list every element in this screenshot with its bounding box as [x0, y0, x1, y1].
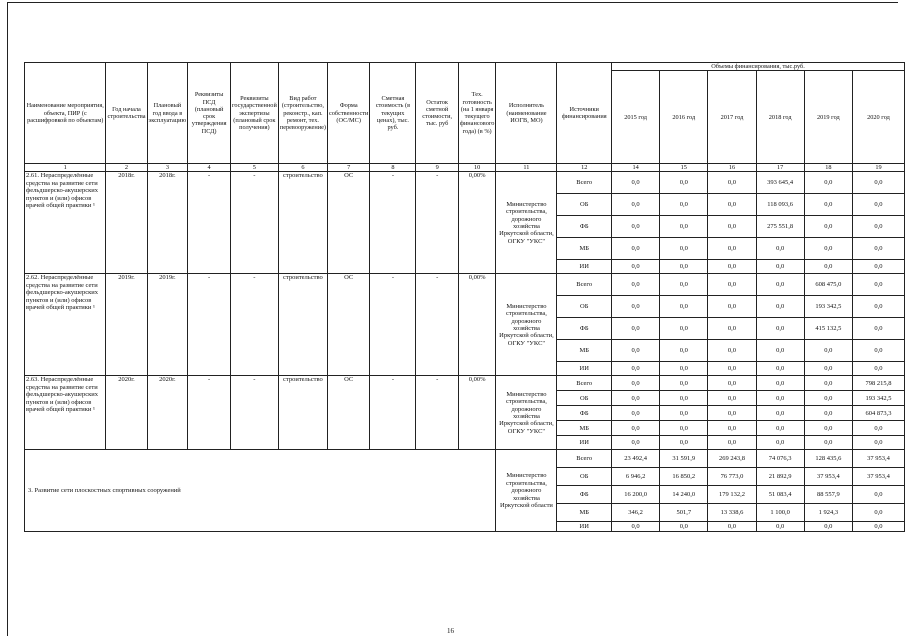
col-num: 15: [660, 164, 708, 172]
col-num: 17: [756, 164, 804, 172]
funding-value: 0,0: [612, 318, 660, 340]
col-num: 8: [370, 164, 416, 172]
funding-source: ИИ: [557, 522, 612, 532]
funding-source: ФБ: [557, 406, 612, 421]
funding-value: 193 342,5: [852, 391, 904, 406]
funding-source: Всего: [557, 376, 612, 391]
funding-value: 0,0: [804, 376, 852, 391]
ownership: ОС: [327, 376, 369, 450]
funding-value: 0,0: [852, 362, 904, 376]
funding-value: 0,0: [612, 194, 660, 216]
funding-value: 0,0: [708, 238, 756, 260]
funding-value: 0,0: [660, 391, 708, 406]
funding-value: 0,0: [612, 238, 660, 260]
funding-value: 0,0: [708, 260, 756, 274]
funding-value: 16 200,0: [612, 486, 660, 504]
start-year: 2019г.: [106, 274, 147, 376]
header-sources: Источники финансирования: [557, 63, 612, 164]
funding-value: 0,0: [660, 216, 708, 238]
funding-value: 0,0: [612, 172, 660, 194]
header-funding-volume: Объемы финансирования, тыс.руб.: [612, 63, 905, 71]
funding-value: 0,0: [660, 376, 708, 391]
planned-year: 2020г.: [147, 376, 188, 450]
psd-value: -: [188, 274, 231, 376]
funding-value: 0,0: [660, 238, 708, 260]
funding-source: ИИ: [557, 436, 612, 450]
funding-value: 0,0: [804, 522, 852, 532]
funding-value: 1 924,3: [804, 504, 852, 522]
col-num: 5: [230, 164, 278, 172]
funding-value: 0,0: [852, 486, 904, 504]
funding-source: МБ: [557, 421, 612, 436]
header-work-type: Вид работ (строительство, реконстр., кап. ремонт, тех. перевооружение): [278, 63, 327, 164]
header-year-2019: 2019 год: [804, 71, 852, 164]
funding-value: 0,0: [804, 194, 852, 216]
table-row: [25, 376, 905, 391]
funding-value: 14 240,0: [660, 486, 708, 504]
funding-value: 346,2: [612, 504, 660, 522]
col-num: 11: [496, 164, 557, 172]
funding-value: 0,0: [804, 172, 852, 194]
work-type: строительство: [278, 274, 327, 376]
funding-value: 0,0: [708, 274, 756, 296]
work-type: строительство: [278, 172, 327, 274]
funding-value: 1 100,0: [756, 504, 804, 522]
funding-value: 13 338,6: [708, 504, 756, 522]
funding-value: 0,0: [756, 296, 804, 318]
executor: Министерство строительства, дорожного хозяйства Иркутской области, ОГКУ "УКС": [496, 274, 557, 376]
funding-source: ФБ: [557, 318, 612, 340]
funding-value: 0,0: [804, 238, 852, 260]
funding-value: 0,0: [612, 274, 660, 296]
funding-value: 0,0: [756, 318, 804, 340]
funding-value: 0,0: [612, 421, 660, 436]
readiness-value: 0,00%: [458, 376, 496, 450]
funding-value: 0,0: [804, 406, 852, 421]
funding-value: 0,0: [852, 260, 904, 274]
funding-value: 0,0: [804, 391, 852, 406]
funding-value: 0,0: [756, 421, 804, 436]
section-name: 3. Развитие сети плоскостных спортивных сооружений: [25, 450, 496, 532]
funding-source: ОБ: [557, 468, 612, 486]
psd-value: -: [188, 376, 231, 450]
funding-source: Всего: [557, 172, 612, 194]
header-year-2016: 2016 год: [660, 71, 708, 164]
funding-value: 0,0: [660, 194, 708, 216]
funding-value: 0,0: [708, 296, 756, 318]
funding-value: 0,0: [756, 376, 804, 391]
readiness-value: 0,00%: [458, 172, 496, 274]
col-num: 18: [804, 164, 852, 172]
funding-value: 193 342,5: [804, 296, 852, 318]
funding-value: 0,0: [852, 436, 904, 450]
table-row: [25, 172, 905, 194]
funding-value: 415 132,5: [804, 318, 852, 340]
header-executor: Исполнитель (наименование ИОГВ, МО): [496, 63, 557, 164]
project-name: 2.61. Нераспределённые средства на развитие сети фельдшерско-акушерских пунктов и (или) офисов врачей общей практики ¹: [25, 172, 106, 274]
funding-source: Всего: [557, 274, 612, 296]
funding-value: 393 645,4: [756, 172, 804, 194]
funding-value: 0,0: [852, 274, 904, 296]
funding-value: 16 850,2: [660, 468, 708, 486]
expertise-value: -: [230, 376, 278, 450]
col-num: 12: [557, 164, 612, 172]
header-year-2018: 2018 год: [756, 71, 804, 164]
funding-source: Всего: [557, 450, 612, 468]
funding-value: 0,0: [756, 391, 804, 406]
header-name: Наименование мероприятия, объекта, ПИР (с расшифровкой по объектам): [25, 63, 106, 164]
remainder-value: -: [416, 172, 458, 274]
funding-value: 0,0: [756, 260, 804, 274]
table-row: [25, 274, 905, 296]
header-year-2017: 2017 год: [708, 71, 756, 164]
funding-source: МБ: [557, 504, 612, 522]
funding-value: 0,0: [708, 391, 756, 406]
expertise-value: -: [230, 172, 278, 274]
funding-value: 0,0: [708, 172, 756, 194]
funding-value: 0,0: [708, 436, 756, 450]
start-year: 2018г.: [106, 172, 147, 274]
col-num: 4: [188, 164, 231, 172]
funding-value: 0,0: [804, 421, 852, 436]
funding-value: 0,0: [660, 274, 708, 296]
estimate-value: -: [370, 274, 416, 376]
funding-value: 118 093,6: [756, 194, 804, 216]
funding-value: 0,0: [708, 216, 756, 238]
funding-value: 0,0: [852, 522, 904, 532]
header-planned-year: Плановый год ввода в эксплуатацию: [147, 63, 188, 164]
page-number: 16: [447, 627, 454, 635]
col-num: 14: [612, 164, 660, 172]
funding-source: ФБ: [557, 216, 612, 238]
funding-value: 501,7: [660, 504, 708, 522]
funding-value: 0,0: [660, 522, 708, 532]
expertise-value: -: [230, 274, 278, 376]
funding-value: 275 551,8: [756, 216, 804, 238]
funding-value: 0,0: [708, 340, 756, 362]
psd-value: -: [188, 172, 231, 274]
col-num: 1: [25, 164, 106, 172]
funding-value: 0,0: [660, 260, 708, 274]
funding-value: 0,0: [756, 274, 804, 296]
funding-value: 0,0: [852, 504, 904, 522]
planned-year: 2019г.: [147, 274, 188, 376]
executor: Министерство строительства, дорожного хозяйства Иркутской области: [496, 450, 557, 532]
funding-value: 0,0: [804, 362, 852, 376]
funding-value: 0,0: [804, 340, 852, 362]
funding-value: 0,0: [756, 238, 804, 260]
funding-value: 0,0: [612, 376, 660, 391]
ownership: ОС: [327, 274, 369, 376]
funding-source: ФБ: [557, 486, 612, 504]
funding-value: 74 076,3: [756, 450, 804, 468]
funding-value: 0,0: [756, 406, 804, 421]
funding-value: 0,0: [612, 436, 660, 450]
funding-value: 269 243,8: [708, 450, 756, 468]
funding-value: 0,0: [852, 216, 904, 238]
funding-value: 0,0: [852, 421, 904, 436]
funding-value: 0,0: [756, 362, 804, 376]
funding-value: 0,0: [612, 340, 660, 362]
funding-value: 0,0: [708, 406, 756, 421]
financing-table: [24, 62, 905, 532]
funding-value: 0,0: [612, 522, 660, 532]
ownership: ОС: [327, 172, 369, 274]
funding-source: ОБ: [557, 391, 612, 406]
funding-value: 0,0: [612, 296, 660, 318]
col-num: 10: [458, 164, 496, 172]
funding-value: 0,0: [708, 318, 756, 340]
funding-source: МБ: [557, 340, 612, 362]
funding-value: 37 953,4: [804, 468, 852, 486]
header-expertise: Реквизиты государственной экспертизы (плановый срок получения): [230, 63, 278, 164]
funding-value: 179 132,2: [708, 486, 756, 504]
col-num: 2: [106, 164, 147, 172]
executor: Министерство строительства, дорожного хозяйства Иркутской области, ОГКУ "УКС": [496, 376, 557, 450]
funding-value: 31 591,9: [660, 450, 708, 468]
work-type: строительство: [278, 376, 327, 450]
funding-value: 23 492,4: [612, 450, 660, 468]
funding-value: 0,0: [852, 318, 904, 340]
funding-value: 0,0: [852, 340, 904, 362]
funding-value: 0,0: [660, 296, 708, 318]
funding-value: 0,0: [660, 436, 708, 450]
project-name: 2.62. Нераспределённые средства на развитие сети фельдшерско-акушерских пунктов и (или) офисов врачей общей практики ¹: [25, 274, 106, 376]
funding-value: 0,0: [612, 406, 660, 421]
funding-value: 0,0: [756, 340, 804, 362]
funding-value: 37 953,4: [852, 450, 904, 468]
header-psd: Реквизиты ПСД (плановый срок утверждения ПСД): [188, 63, 231, 164]
col-num: 3: [147, 164, 188, 172]
funding-value: 128 435,6: [804, 450, 852, 468]
funding-source: ОБ: [557, 296, 612, 318]
table-row: [25, 450, 905, 468]
funding-value: 76 773,0: [708, 468, 756, 486]
funding-value: 0,0: [660, 340, 708, 362]
funding-source: МБ: [557, 238, 612, 260]
funding-value: 0,0: [708, 376, 756, 391]
column-number-row: [25, 164, 905, 172]
col-num: 19: [852, 164, 904, 172]
funding-value: 0,0: [660, 362, 708, 376]
funding-value: 604 873,3: [852, 406, 904, 421]
funding-value: 51 083,4: [756, 486, 804, 504]
funding-value: 21 892,9: [756, 468, 804, 486]
header-start-year: Год начала строительства: [106, 63, 147, 164]
funding-value: 0,0: [804, 216, 852, 238]
funding-source: ОБ: [557, 194, 612, 216]
funding-value: 88 557,9: [804, 486, 852, 504]
col-num: 6: [278, 164, 327, 172]
funding-value: 0,0: [852, 194, 904, 216]
funding-value: 0,0: [708, 194, 756, 216]
funding-value: 0,0: [612, 216, 660, 238]
funding-value: 0,0: [852, 238, 904, 260]
funding-value: 0,0: [804, 260, 852, 274]
header-ownership: Форма собственности (ОС/МС): [327, 63, 369, 164]
funding-value: 37 953,4: [852, 468, 904, 486]
executor: Министерство строительства, дорожного хозяйства Иркутской области, ОГКУ "УКС": [496, 172, 557, 274]
funding-value: 0,0: [756, 522, 804, 532]
readiness-value: 0,00%: [458, 274, 496, 376]
funding-value: 608 475,0: [804, 274, 852, 296]
funding-source: ИИ: [557, 362, 612, 376]
funding-value: 0,0: [852, 296, 904, 318]
project-name: 2.63. Нераспределённые средства на развитие сети фельдшерско-акушерских пунктов и (или) офисов врачей общей практики ¹: [25, 376, 106, 450]
funding-value: 6 946,2: [612, 468, 660, 486]
header-readiness: Тех. готовность (на 1 января текущего финансового года) (в %): [458, 63, 496, 164]
remainder-value: -: [416, 274, 458, 376]
funding-value: 0,0: [612, 391, 660, 406]
funding-value: 0,0: [660, 172, 708, 194]
funding-source: ИИ: [557, 260, 612, 274]
header-estimate: Сметная стоимость (в текущих ценах), тыс. руб.: [370, 63, 416, 164]
funding-value: 0,0: [804, 436, 852, 450]
header-year-2020: 2020 год: [852, 71, 904, 164]
remainder-value: -: [416, 376, 458, 450]
estimate-value: -: [370, 172, 416, 274]
funding-value: 0,0: [660, 406, 708, 421]
funding-value: 0,0: [660, 421, 708, 436]
funding-value: 0,0: [612, 362, 660, 376]
estimate-value: -: [370, 376, 416, 450]
funding-value: 0,0: [708, 522, 756, 532]
col-num: 16: [708, 164, 756, 172]
funding-value: 0,0: [660, 318, 708, 340]
funding-value: 798 215,8: [852, 376, 904, 391]
col-num: 9: [416, 164, 458, 172]
col-num: 7: [327, 164, 369, 172]
funding-value: 0,0: [708, 362, 756, 376]
header-remainder: Остаток сметной стоимости, тыс. руб: [416, 63, 458, 164]
funding-value: 0,0: [756, 436, 804, 450]
header-year-2015: 2015 год: [612, 71, 660, 164]
funding-value: 0,0: [852, 172, 904, 194]
funding-value: 0,0: [612, 260, 660, 274]
planned-year: 2018г.: [147, 172, 188, 274]
start-year: 2020г.: [106, 376, 147, 450]
funding-value: 0,0: [708, 421, 756, 436]
